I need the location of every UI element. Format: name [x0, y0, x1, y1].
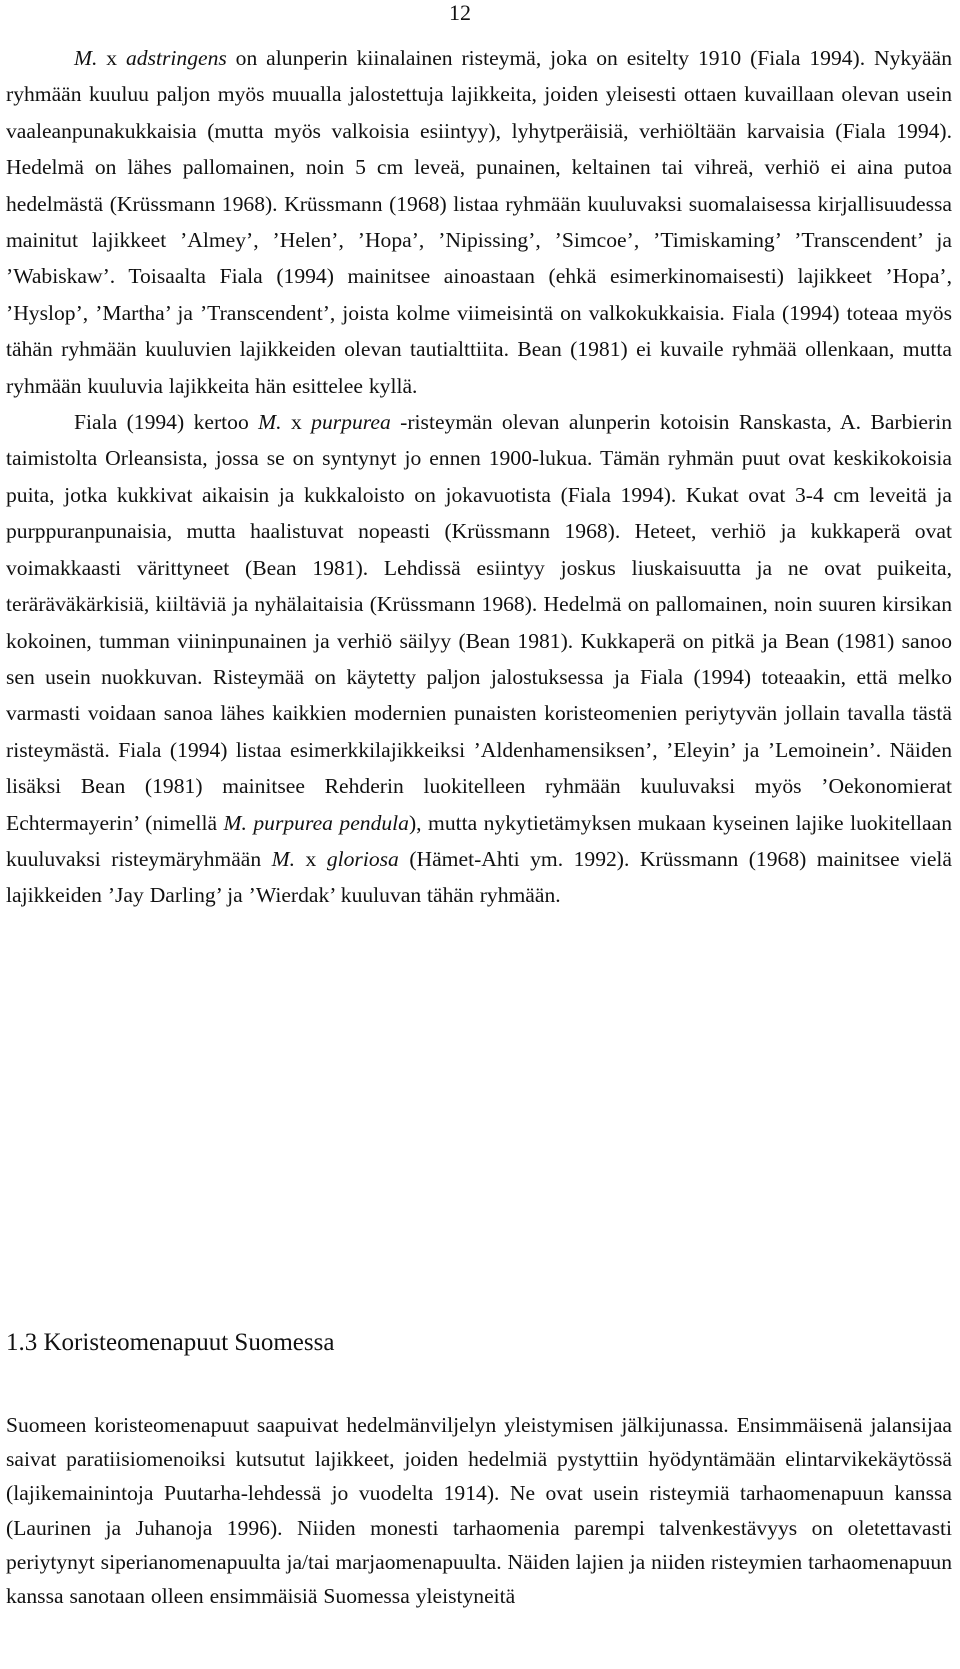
italic-run: M. purpurea pendula [223, 810, 409, 835]
paragraph-malus-adstringens [6, 40, 952, 404]
text-run: (Hämet-Ahti ym. 1992). Krüssmann (1968) mainitsee vielä lajikkeiden ’Jay Darling’ ja ’Wierdak’ kuuluvan tähän ryhmään. [6, 846, 952, 908]
italic-run: M. [271, 846, 296, 871]
italic-run: gloriosa [326, 846, 399, 871]
text-run: x [97, 46, 126, 70]
paragraph-ornamental-apples-finland: Suomeen koristeomenapuut saapuivat hedelmänviljelyn yleistymisen jälkijunassa. Ensimmäisenä jalansijaa saivat paratiisiomenoiksi kutsutut lajikkeet, joiden hedelmiä pystyttiin hyödyntämään elintarvikekäytössä (lajikemainintoja Puutarha-lehdessä jo vuodelta 1914). Ne ovat usein risteymiä tarhaomenapuun kanssa (Laurinen ja Juhanoja 1996). Niiden monesti tarhaomenia parempi talvenkestävyys on oletettavasti periytynyt siperianomenapuulta ja/tai marjaomenapuulta. Näiden lajien ja niiden risteymien tarhaomenapuun kanssa sanotaan olleen ensimmäisiä Suomessa yleistyneitä [6, 1413, 952, 1609]
paragraph-malus-purpurea [6, 404, 952, 914]
text-run: on alunperin kiinalainen risteymä, joka on esitelty 1910 (Fiala 1994). Nykyään ryhmään kuuluu paljon myös muualla jalostettuja lajikkeita, joiden yleisesti ottaen kuvaillaan olevan usein vaaleanpunakukkaisia (mutta myös valkoisia esiintyy), lyhytperäisiä, verhiöltään karvaisia (Fiala 1994). Hedelmä on lähes pallomainen, noin 5 cm leveä, punainen, keltainen tai vihreä, verhiö ei aina putoa hedelmästä (Krüssmann 1968). Krüssmann (1968) listaa ryhmään kuuluvaksi suomalaisessa kirjallisuudessa mainitut lajikkeet ’Almey’, ’Helen’, ’Hopa’, ’Nipissing’, ’Simcoe’, ’Timiskaming’ ’Transcendent’ ja ’Wabiskaw’. Toisaalta Fiala (1994) mainitsee ainoastaan (ehkä esimerkinomaisesti) lajikkeet ’Hopa’, ’Hyslop’, ’Martha’ ja ’Transcendent’, joista kolme viimeisintä on valkokukkaisia. Fiala (1994) toteaa myös tähän ryhmään kuuluvien lajikkeiden olevan tautialttiita. Bean (1981) ei kuvaile ryhmää ollenkaan, mutta ryhmään kuuluvia lajikkeita hän esittelee kyllä. [6, 46, 952, 398]
section-heading: 1.3 Koristeomenapuut Suomessa [6, 1329, 335, 1356]
italic-run: purpurea [311, 410, 391, 435]
text-run: Fiala (1994) kertoo [74, 410, 259, 435]
italic-run: M. [258, 410, 282, 435]
italic-run: adstringens [126, 46, 227, 70]
body-text [6, 40, 952, 914]
text-run: x [281, 410, 312, 435]
page-number: 12 [449, 0, 471, 25]
text-run: x [295, 846, 327, 871]
section-body [6, 1408, 952, 1613]
text-run: ), mutta nykytietämyksen mukaan kyseinen lajike luokitellaan kuuluvaksi risteymäryhmään [6, 810, 953, 871]
text-run: -risteymän olevan alunperin kotoisin Ranskasta, A. Barbierin taimistolta Orleansista, jossa se on syntynyt jo ennen 1900-lukua. Tämän ryhmän puut ovat keskikokoisia puita, jotka kukkivat aikaisin ja kukkaloisto on jokavuotista (Fiala 1994). Kukat ovat 3-4 cm leveitä ja purppuranpunaisia, mutta haalistuvat nopeasti (Krüssmann 1968). Heteet, verhiö ja kukkaperä ovat voimakkaasti värittyneet (Bean 1981). Lehdissä esiintyy joskus liuskaisuutta ja ne ovat puikeita, teräräväkärkisiä, kiiltäviä ja nyhälaitaisia (Krüssmann 1968). Hedelmä on pallomainen, noin suuren kirsikan kokoinen, tumman viininpunainen ja verhiö säilyy (Bean 1981). Kukkaperä on pitkä ja Bean (1981) sanoo sen usein nuokkuvan. Risteymää on käytetty paljon jalostuksessa ja Fiala (1994) toteaakin, että melko varmasti voidaan sanoa lähes kaikkien modernien punaisten koristeomenien periytyvän jollain tavalla tästä risteymästä. Fiala (1994) listaa esimerkkilajikkeiksi ’Aldenhamensiksen’, ’Eleyin’ ja ’Lemoinein’. Näiden lisäksi Bean (1981) mainitsee Rehderin luokitelleen ryhmään kuuluvaksi myös ’Oekonomierat Echtermayerin’ (nimellä [6, 410, 952, 835]
italic-run: M. [74, 46, 98, 70]
